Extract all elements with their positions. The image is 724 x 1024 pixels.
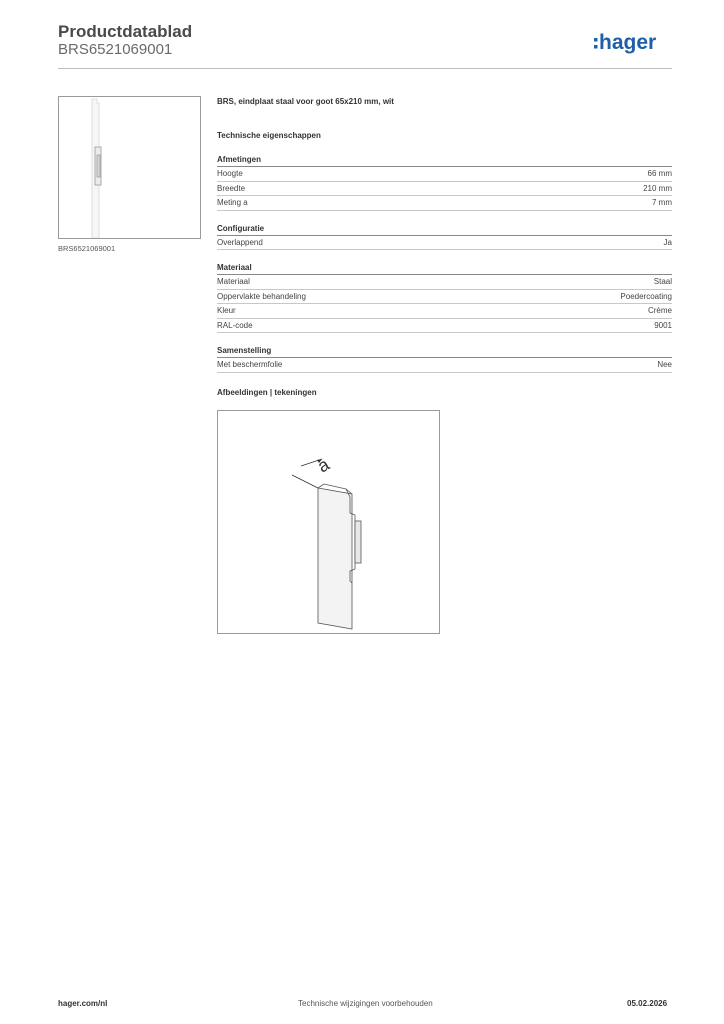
drawings-heading: Afbeeldingen | tekeningen [217,387,317,397]
spec-label: Kleur [217,306,236,315]
spec-label: Breedte [217,183,246,193]
spec-row [217,167,672,182]
product-name: BRS, eindplaat staal voor goot 65x210 mm, wit [217,97,394,106]
logo-dot-top [594,38,598,42]
dimension-label-a: a [314,454,333,477]
spec-label: Oppervlakte behandeling [217,291,306,301]
spec-label: Materiaal [217,277,250,286]
logo-dot-bottom [594,45,598,49]
spec-row [217,236,672,251]
section-materiaal [217,262,672,333]
spec-label: Meting a [217,198,248,207]
spec-row [217,275,672,290]
spec-label: Hoogte [217,169,243,178]
logo-wordmark: hager [599,31,657,54]
section-samenstelling [217,345,672,373]
spec-row [217,182,672,197]
spec-value: Ja [663,237,672,247]
endplate-line-drawing [218,411,439,633]
spec-value: 9001 [654,320,672,330]
footer-website-link[interactable]: hager.com/nl [58,999,108,1008]
spec-value: 66 mm [647,169,672,178]
section-heading: Afmetingen [217,154,672,167]
product-thumbnail [58,96,201,239]
spec-value: Poedercoating [620,291,672,301]
footer-notice: Technische wijzigingen voorbehouden [298,999,433,1008]
spec-value: Crème [647,306,672,315]
spec-row [217,319,672,334]
section-heading: Materiaal [217,262,672,275]
thumbnail-caption: BRS6521069001 [58,244,116,253]
page-title: Productdatablad [58,22,193,41]
spec-value: Nee [657,360,672,369]
spec-value: 210 mm [643,183,672,193]
spec-value: Staal [653,277,672,286]
spec-label: Met beschermfolie [217,360,283,369]
section-heading: Configuratie [217,223,672,236]
spec-content [217,96,672,399]
spec-label: RAL-code [217,320,253,330]
tech-properties-heading: Technische eigenschappen [217,131,321,140]
spec-row [217,358,672,373]
spec-row [217,304,672,319]
product-code: BRS6521069001 [58,41,173,58]
hager-logo [594,29,676,57]
section-heading: Samenstelling [217,345,672,358]
header-divider [58,68,672,69]
section-afmetingen [217,154,672,211]
spec-row [217,196,672,211]
spec-value: 7 mm [652,198,672,207]
technical-drawing [217,410,440,634]
spec-row [217,290,672,305]
footer-date: 05.02.2026 [627,999,668,1008]
endplate-thumbnail-image [59,97,200,238]
spec-label: Overlappend [217,237,263,247]
section-configuratie [217,223,672,251]
